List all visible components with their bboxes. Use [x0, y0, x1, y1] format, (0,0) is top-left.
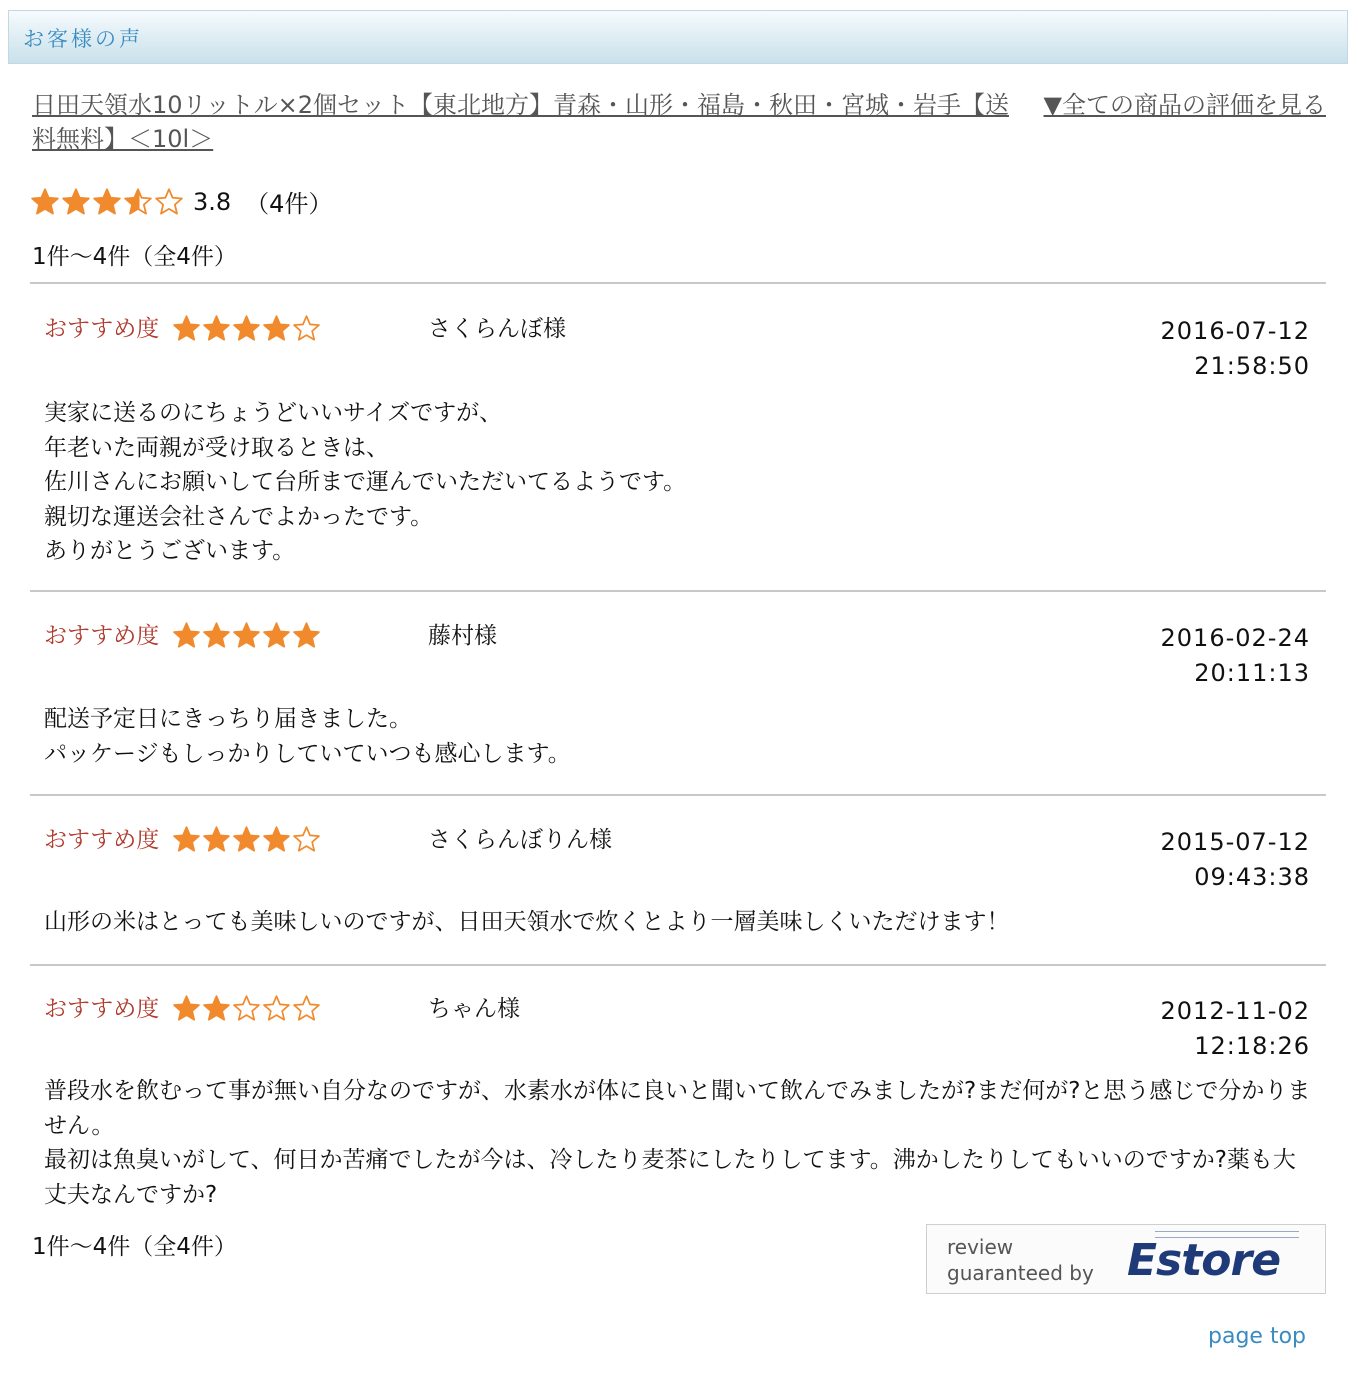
section-title: お客様の声: [23, 27, 143, 51]
star-filled-icon: [30, 187, 61, 217]
star-filled-icon: [232, 621, 262, 650]
star-empty-icon: [292, 314, 322, 343]
average-rating: 3.8: [193, 187, 232, 216]
review-time: 12:18:26: [1194, 1032, 1310, 1060]
star-filled-icon: [92, 187, 123, 217]
star-empty-icon: [262, 994, 292, 1023]
star-empty-icon: [292, 825, 322, 854]
review-text-line: パッケージもしっかりしていていつも感心します。: [44, 740, 571, 767]
star-filled-icon: [172, 994, 202, 1023]
star-filled-icon: [262, 621, 292, 650]
reviewer-name: さくらんぼ様: [428, 316, 566, 342]
review-star-rating: [172, 314, 322, 343]
review-datetime: [1161, 314, 1310, 384]
star-empty-icon: [232, 994, 262, 1023]
star-empty-icon: [292, 994, 322, 1023]
reviewer-name: さくらんぼりん様: [428, 827, 612, 853]
review-text-line: 実家に送るのにちょうどいいサイズですが、: [44, 400, 503, 426]
review-divider: [30, 590, 1326, 592]
star-filled-icon: [262, 314, 292, 343]
badge-review-text: review: [947, 1235, 1014, 1259]
review-text-line: 佐川さんにお願いして台所まで運んでいただいてるようです。: [44, 469, 687, 495]
badge-guaranteed-text: guaranteed by: [947, 1261, 1094, 1285]
review-star-rating: [172, 621, 322, 650]
all-reviews-link[interactable]: ▼全ての商品の評価を見る: [1043, 91, 1326, 119]
review-text-line: 普段水を飲むって事が無い自分なのですが、水素水が体に良いと聞いて飲んでみましたが?まだ何が?と思う感じで分かりません。: [44, 1078, 1311, 1139]
review-star-rating: [172, 994, 322, 1023]
star-filled-icon: [202, 621, 232, 650]
review-star-rating: [172, 825, 322, 854]
review-text: [44, 702, 1314, 771]
review-text-line: ありがとうございます。: [44, 538, 296, 564]
rating-summary: [30, 184, 332, 219]
section-header: [8, 10, 1348, 64]
recommendation-label: おすすめ度: [44, 996, 160, 1022]
review-text: [44, 1074, 1314, 1212]
product-link[interactable]: 日田天領水10リットル×2個セット【東北地方】青森・山形・福島・秋田・宮城・岩手【送料無料】＜10l＞: [32, 91, 1009, 153]
estore-review-badge[interactable]: [926, 1224, 1326, 1294]
star-filled-icon: [262, 825, 292, 854]
review-time: 09:43:38: [1194, 863, 1310, 891]
estore-logo: Estore: [1127, 1235, 1281, 1286]
summary-star-rating: [30, 187, 185, 217]
star-filled-icon: [232, 825, 262, 854]
star-filled-icon: [172, 825, 202, 854]
star-filled-icon: [292, 621, 322, 650]
review-date: 2015-07-12: [1160, 828, 1310, 856]
review-text-line: 最初は魚臭いがして、何日か苦痛でしたが今は、冷したり麦茶にしたりしてます。沸かしたりしてもいいのですか?薬も大丈夫なんですか?: [44, 1147, 1296, 1208]
reviewer-name: 藤村様: [428, 623, 497, 649]
review-date: 2012-11-02: [1160, 997, 1310, 1025]
review-date: 2016-02-24: [1160, 624, 1310, 652]
review-divider: [30, 794, 1326, 796]
reviewer-name: ちゃん様: [428, 996, 520, 1022]
pagination-range-bottom: 1件～4件（全4件）: [32, 1234, 237, 1260]
review-time: 20:11:13: [1194, 659, 1310, 687]
star-filled-icon: [172, 314, 202, 343]
star-filled-icon: [202, 825, 232, 854]
page-top-link[interactable]: page top: [1208, 1324, 1306, 1349]
review-text-line: 親切な運送会社さんでよかったです。: [44, 503, 434, 530]
star-half-icon: [123, 187, 154, 217]
star-filled-icon: [202, 994, 232, 1023]
review-text-line: 年老いた両親が受け取るときは、: [44, 434, 389, 461]
star-filled-icon: [172, 621, 202, 650]
star-empty-icon: [154, 187, 185, 217]
review-divider: [30, 282, 1326, 284]
star-filled-icon: [61, 187, 92, 217]
recommendation-label: おすすめ度: [44, 316, 160, 342]
review-text: [44, 396, 1314, 569]
star-filled-icon: [232, 314, 262, 343]
review-datetime: [1161, 994, 1310, 1064]
review-divider: [30, 964, 1326, 966]
review-datetime: [1161, 825, 1310, 895]
review-text-line: 山形の米はとっても美味しいのですが、日田天領水で炊くとより一層美味しくいただけます！: [44, 909, 1010, 935]
star-filled-icon: [202, 314, 232, 343]
review-datetime: [1161, 621, 1310, 691]
pagination-range-top: 1件～4件（全4件）: [32, 244, 237, 270]
review-text-line: 配送予定日にきっちり届きました。: [44, 706, 412, 732]
recommendation-label: おすすめ度: [44, 623, 160, 649]
recommendation-label: おすすめ度: [44, 827, 160, 853]
review-count: （4件）: [245, 190, 333, 218]
review-time: 21:58:50: [1194, 352, 1310, 380]
review-date: 2016-07-12: [1160, 317, 1310, 345]
review-text: [44, 905, 1314, 940]
